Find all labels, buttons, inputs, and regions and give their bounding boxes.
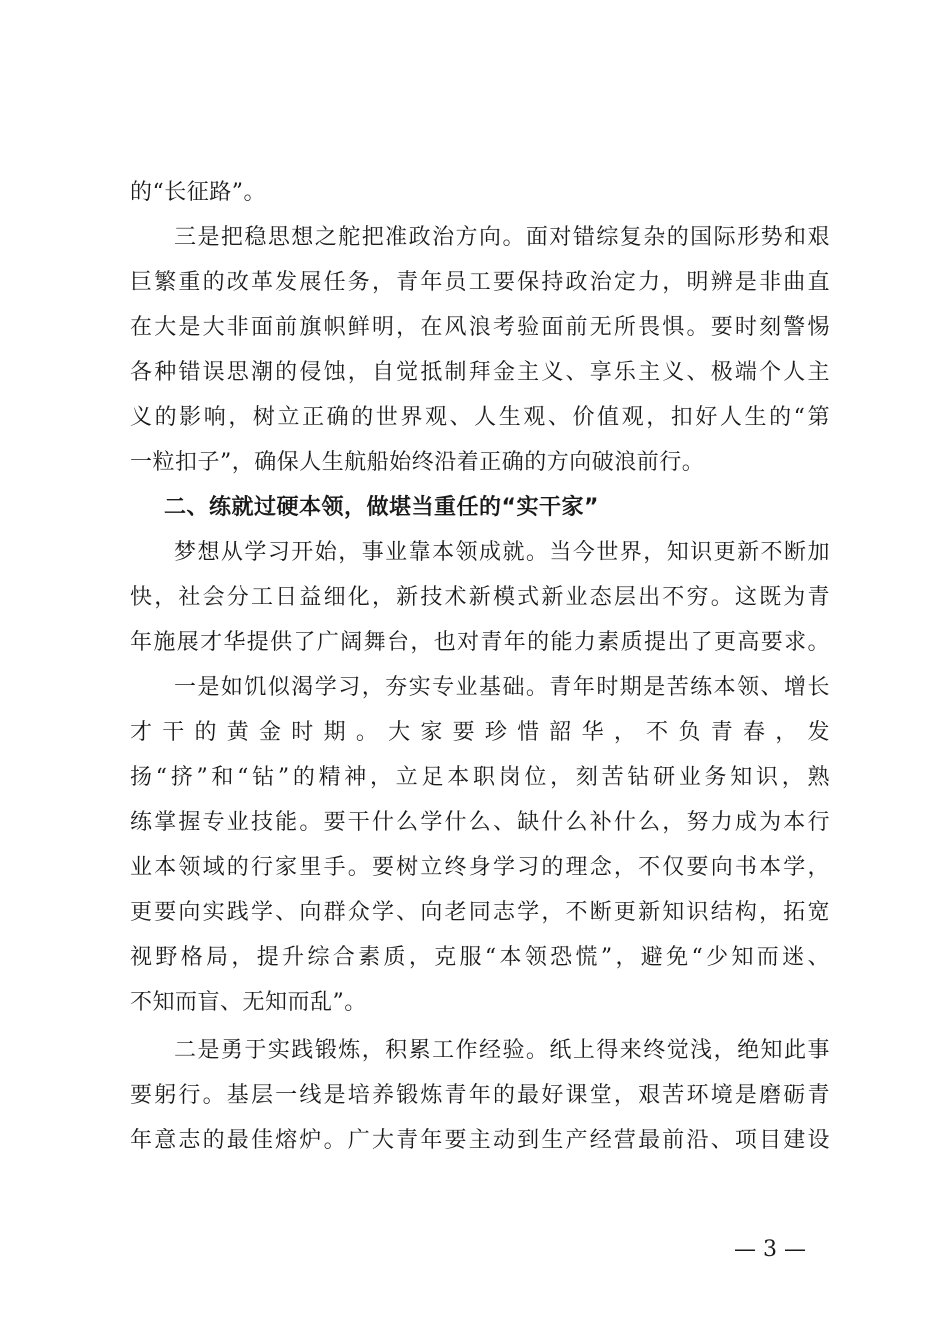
text-line: 一粒扣子”，确保人生航船始终沿着正确的方向破浪前行。 [130,450,705,475]
text-line: 练掌握专业技能。要干什么学什么、缺什么补什么，努力成为本行 [130,810,830,835]
body-text [130,170,830,1163]
text-line: 扬“挤”和“钻”的精神，立足本职岗位，刻苦钻研业务知识，熟 [130,765,830,790]
text-line: 二是勇于实践锻炼，积累工作经验。纸上得来终觉浅，绝知此事 [174,1038,830,1063]
text-line: 年施展才华提供了广阔舞台，也对青年的能力素质提出了更高要求。 [130,630,830,655]
text-line: 三是把稳思想之舵把准政治方向。面对错综复杂的国际形势和艰 [174,225,830,250]
section-heading: 二、练就过硬本领，做堪当重任的“实干家” [164,495,599,520]
page-number: — 3 — [734,1237,806,1262]
text-line: 梦想从学习开始，事业靠本领成就。当今世界，知识更新不断加 [174,540,830,565]
text-line: 才干的黄金时期。大家要珍惜韶华，不负青春，发 [130,720,830,745]
text-line: 各种错误思潮的侵蚀，自觉抵制拜金主义、享乐主义、极端个人主 [130,360,830,385]
text-line: 要躬行。基层一线是培养锻炼青年的最好课堂，艰苦环境是磨砺青 [130,1083,830,1108]
text-line: 巨繁重的改革发展任务，青年员工要保持政治定力，明辨是非曲直 [130,270,830,295]
text-line: 视野格局，提升综合素质，克服“本领恐慌”，避免“少知而迷、 [130,945,830,970]
text-line: 业本领域的行家里手。要树立终身学习的理念，不仅要向书本学， [130,855,830,880]
text-line: 的“长征路”。 [130,180,266,205]
text-line: 年意志的最佳熔炉。广大青年要主动到生产经营最前沿、项目建设 [130,1128,830,1153]
text-line: 不知而盲、无知而乱”。 [130,990,367,1015]
text-line: 快，社会分工日益细化，新技术新模式新业态层出不穷。这既为青 [130,585,830,610]
text-line: 一是如饥似渴学习，夯实专业基础。青年时期是苦练本领、增长 [174,675,830,700]
text-line: 更要向实践学、向群众学、向老同志学，不断更新知识结构，拓宽 [130,900,830,925]
text-line: 在大是大非面前旗帜鲜明，在风浪考验面前无所畏惧。要时刻警惕 [130,315,830,340]
text-line: 义的影响，树立正确的世界观、人生观、价值观，扣好人生的“第 [130,405,830,430]
